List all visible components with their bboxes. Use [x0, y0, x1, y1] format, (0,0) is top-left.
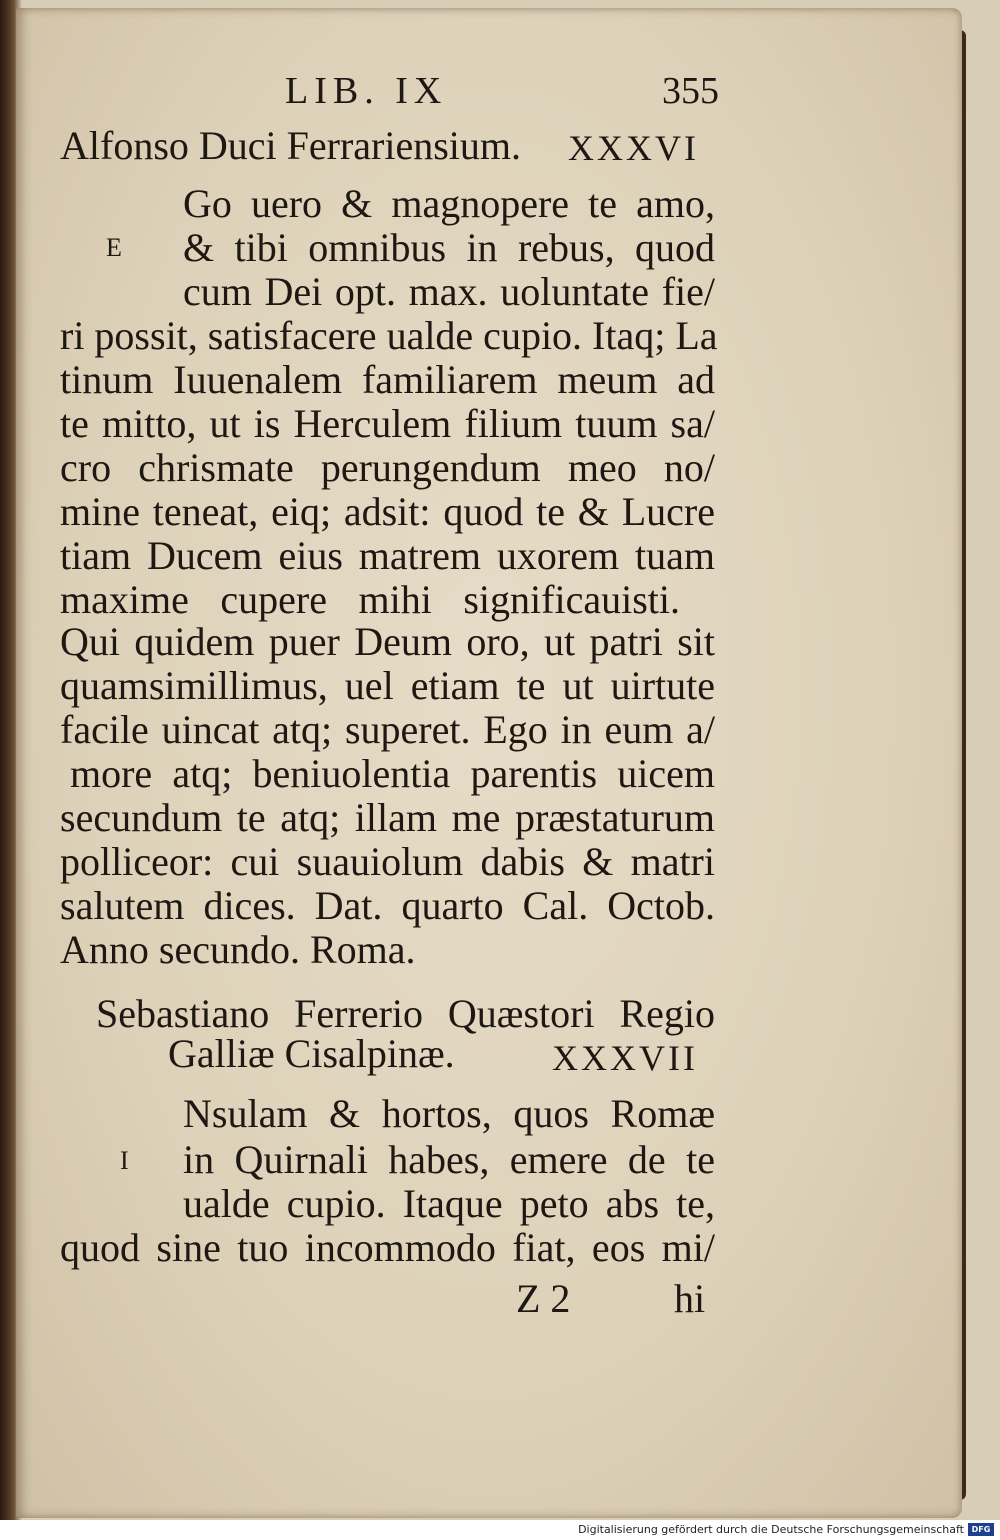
letter-title-continued: Galliæ Cisalpinæ. [168, 1031, 455, 1076]
text-line: Nsulam & hortos, quos Romæ [183, 1091, 715, 1136]
signature-mark: Z 2 [516, 1276, 571, 1321]
catchword: hi [674, 1276, 706, 1321]
text-line: quod sine tuo incommodo fiat, eos mi/ [60, 1225, 715, 1270]
dfg-logo-icon: DFG [968, 1523, 994, 1536]
text-line: tinum Iuuenalem familiarem meum ad [60, 357, 715, 402]
text-line: tiam Ducem eius matrem uxorem tuam [60, 533, 715, 578]
text-line: ualde cupio. Itaque peto abs te, [183, 1181, 715, 1226]
text-line: quamsimillimus, uel etiam te ut uirtute [60, 663, 715, 708]
text-line: Go uero & magnopere te amo, [183, 181, 715, 226]
text-line: Qui quidem puer Deum oro, ut patri sit [60, 619, 715, 664]
letter-title: Alfonso Duci Ferrariensium. [60, 123, 522, 168]
text-line: cro chrismate perungendum meo no/ [60, 445, 715, 490]
text-line: te mitto, ut is Herculem filium tuum sa/ [60, 401, 715, 446]
text-line: secundum te atq; illam me præstaturum [60, 795, 715, 840]
text-line: maxime cupere mihi significauisti. [60, 577, 680, 622]
text-line: more atq; beniuolentia parentis uicem [70, 751, 715, 796]
letter-number: XXXVII [552, 1038, 698, 1078]
running-head: LIB. IX [285, 70, 448, 112]
text-line: ri possit, satisfacere ualde cupio. Itaq; La [60, 313, 718, 358]
funding-credit: Digitalisierung gefördert durch die Deutsche Forschungsgemeinschaft [578, 1523, 964, 1536]
text-line: Anno secundo. Roma. [60, 927, 416, 972]
initial-marginal-letter: I [120, 1146, 129, 1175]
page-number: 355 [662, 70, 719, 112]
text-line: polliceor: cui suauiolum dabis & matri [60, 839, 715, 884]
letter-title: Sebastiano Ferrerio Quæstori Regio [96, 991, 715, 1036]
text-line: mine teneat, eiq; adsit: quod te & Lucre [60, 489, 715, 534]
text-line: in Quirnali habes, emere de te [183, 1137, 715, 1182]
initial-marginal-letter: E [106, 233, 122, 262]
text-line: cum Dei opt. max. uoluntate fie/ [183, 269, 715, 314]
letter-number: XXXVI [568, 128, 699, 168]
text-line: facile uincat atq; superet. Ego in eum a/ [60, 707, 715, 752]
digitization-footer [0, 1520, 1000, 1540]
text-line: & tibi omnibus in rebus, quod [183, 225, 715, 270]
text-line: salutem dices. Dat. quarto Cal. Octob. [60, 883, 715, 928]
